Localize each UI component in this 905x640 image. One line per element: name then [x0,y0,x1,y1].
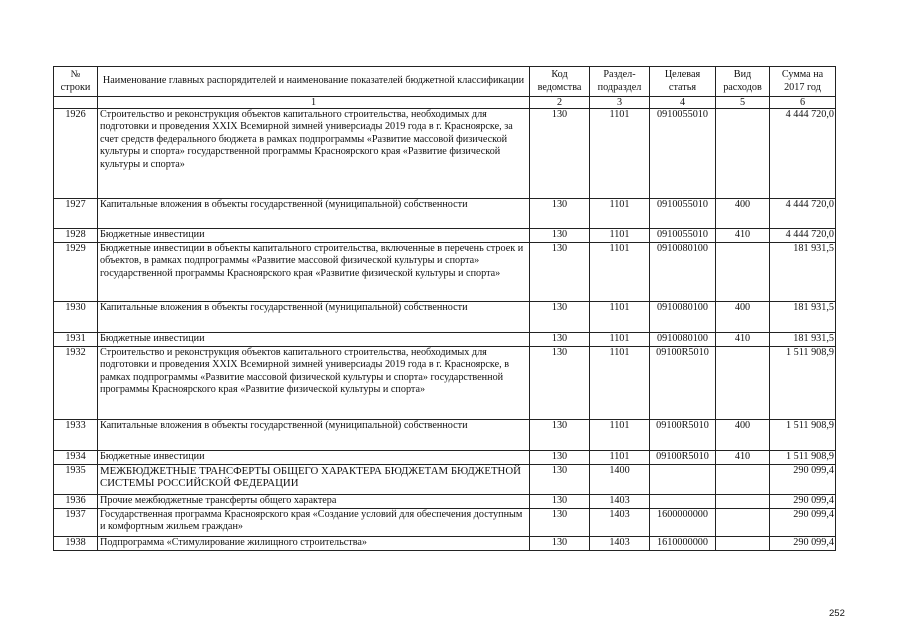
row-target-item: 09100R5010 [650,420,716,451]
row-target-item: 0910055010 [650,229,716,243]
row-dept-code: 130 [530,302,590,333]
row-target-item: 1610000000 [650,537,716,551]
row-target-item: 1600000000 [650,509,716,537]
row-amount: 4 444 720,0 [770,109,836,199]
row-number: 1934 [54,451,98,465]
row-name: Капитальные вложения в объекты государственной (муниципальной) собственности [98,302,530,333]
row-section: 1403 [590,509,650,537]
row-expense-kind [716,537,770,551]
row-name: МЕЖБЮДЖЕТНЫЕ ТРАНСФЕРТЫ ОБЩЕГО ХАРАКТЕРА БЮДЖЕТАМ БЮДЖЕТНОЙ СИСТЕМЫ РОССИЙСКОЙ ФЕДЕРАЦИИ [98,465,530,495]
row-section: 1101 [590,451,650,465]
row-expense-kind: 400 [716,302,770,333]
row-section: 1101 [590,109,650,199]
row-expense-kind: 410 [716,229,770,243]
header-name: Наименование главных распорядителей и наименование показателей бюджетной классификации [98,67,530,97]
header-section: Раздел-подраздел [590,67,650,97]
row-expense-kind [716,509,770,537]
table-row [54,451,836,465]
row-amount: 290 099,4 [770,537,836,551]
table-row [54,347,836,420]
row-section: 1101 [590,347,650,420]
column-index-row [54,97,836,109]
row-target-item: 0910080100 [650,302,716,333]
row-expense-kind [716,465,770,495]
table-row [54,243,836,302]
header-target-item: Целевая статья [650,67,716,97]
row-number: 1933 [54,420,98,451]
row-name: Прочие межбюджетные трансферты общего характера [98,495,530,509]
row-number: 1926 [54,109,98,199]
row-number: 1927 [54,199,98,229]
row-section: 1101 [590,302,650,333]
row-amount: 4 444 720,0 [770,199,836,229]
column-index-3: 3 [590,97,650,109]
row-amount: 1 511 908,9 [770,451,836,465]
row-number: 1936 [54,495,98,509]
row-number: 1937 [54,509,98,537]
row-target-item: 09100R5010 [650,347,716,420]
row-expense-kind: 410 [716,333,770,347]
row-expense-kind [716,243,770,302]
column-index-5: 5 [716,97,770,109]
row-dept-code: 130 [530,465,590,495]
row-amount: 290 099,4 [770,509,836,537]
row-amount: 1 511 908,9 [770,420,836,451]
header-row-no: № строки [54,67,98,97]
table-row [54,333,836,347]
header-row [54,67,836,97]
row-name: Строительство и реконструкция объектов капитального строительства, необходимых для подготовки и проведения XXIX Всемирной зимней универсиады 2019 года в г. Красноярске, в рамках подпрограммы «Развитие массовой физической культуры и спорта» государственной программы Красноярского края «Развитие физической культуры и спорта» [98,347,530,420]
row-dept-code: 130 [530,229,590,243]
row-target-item: 0910080100 [650,333,716,347]
row-section: 1101 [590,229,650,243]
row-number: 1935 [54,465,98,495]
row-number: 1929 [54,243,98,302]
table-header [54,67,836,109]
table-body [54,109,836,551]
row-amount: 181 931,5 [770,243,836,302]
row-name: Капитальные вложения в объекты государственной (муниципальной) собственности [98,420,530,451]
row-target-item: 0910055010 [650,199,716,229]
header-dept-code: Код ведомства [530,67,590,97]
row-number: 1938 [54,537,98,551]
row-section: 1101 [590,333,650,347]
row-amount: 4 444 720,0 [770,229,836,243]
row-expense-kind [716,347,770,420]
row-name: Бюджетные инвестиции [98,229,530,243]
row-section: 1101 [590,420,650,451]
row-name: Строительство и реконструкция объектов капитального строительства, необходимых для подготовки и проведения XXIX Всемирной зимней универсиады 2019 года в г. Красноярске, за счет средств федерального бюджета в рамках подпрограммы «Развитие массовой физической культуры и спорта» государственной программы Красноярского края «Развитие физической культуры и спорта» [98,109,530,199]
row-section: 1101 [590,243,650,302]
row-number: 1930 [54,302,98,333]
row-dept-code: 130 [530,509,590,537]
row-expense-kind [716,109,770,199]
row-section: 1403 [590,495,650,509]
column-index-1: 1 [98,97,530,109]
row-target-item: 0910055010 [650,109,716,199]
row-amount: 181 931,5 [770,333,836,347]
column-index-4: 4 [650,97,716,109]
row-target-item [650,495,716,509]
row-name: Бюджетные инвестиции в объекты капитального строительства, включенные в перечень строек и объектов, в рамках подпрограммы «Развитие массовой физической культуры и спорта» государственной программы Красноярского края «Развитие физической культуры и спорта» [98,243,530,302]
row-target-item: 0910080100 [650,243,716,302]
row-expense-kind: 410 [716,451,770,465]
row-number: 1931 [54,333,98,347]
header-amount: Сумма на 2017 год [770,67,836,97]
table-row [54,420,836,451]
row-number: 1932 [54,347,98,420]
column-index-2: 2 [530,97,590,109]
row-name: Бюджетные инвестиции [98,451,530,465]
row-section: 1403 [590,537,650,551]
table-row [54,537,836,551]
row-dept-code: 130 [530,420,590,451]
row-dept-code: 130 [530,243,590,302]
budget-table [53,66,836,551]
table-row [54,229,836,243]
table-row [54,495,836,509]
row-expense-kind [716,495,770,509]
table-row [54,109,836,199]
table-row [54,509,836,537]
row-name: Капитальные вложения в объекты государственной (муниципальной) собственности [98,199,530,229]
row-number: 1928 [54,229,98,243]
table-row [54,199,836,229]
row-amount: 1 511 908,9 [770,347,836,420]
row-dept-code: 130 [530,109,590,199]
row-name: Подпрограмма «Стимулирование жилищного строительства» [98,537,530,551]
row-target-item [650,465,716,495]
row-dept-code: 130 [530,333,590,347]
row-amount: 290 099,4 [770,465,836,495]
row-section: 1400 [590,465,650,495]
row-dept-code: 130 [530,537,590,551]
row-amount: 181 931,5 [770,302,836,333]
row-dept-code: 130 [530,199,590,229]
row-target-item: 09100R5010 [650,451,716,465]
table-row [54,302,836,333]
row-dept-code: 130 [530,451,590,465]
row-dept-code: 130 [530,347,590,420]
row-name: Бюджетные инвестиции [98,333,530,347]
table-row [54,465,836,495]
row-expense-kind: 400 [716,420,770,451]
header-expense-kind: Вид расходов [716,67,770,97]
column-index-6: 6 [770,97,836,109]
page-number: 252 [829,608,845,619]
row-dept-code: 130 [530,495,590,509]
row-name: Государственная программа Красноярского края «Создание условий для обеспечения доступным и комфортным жильем граждан» [98,509,530,537]
row-expense-kind: 400 [716,199,770,229]
row-section: 1101 [590,199,650,229]
row-amount: 290 099,4 [770,495,836,509]
